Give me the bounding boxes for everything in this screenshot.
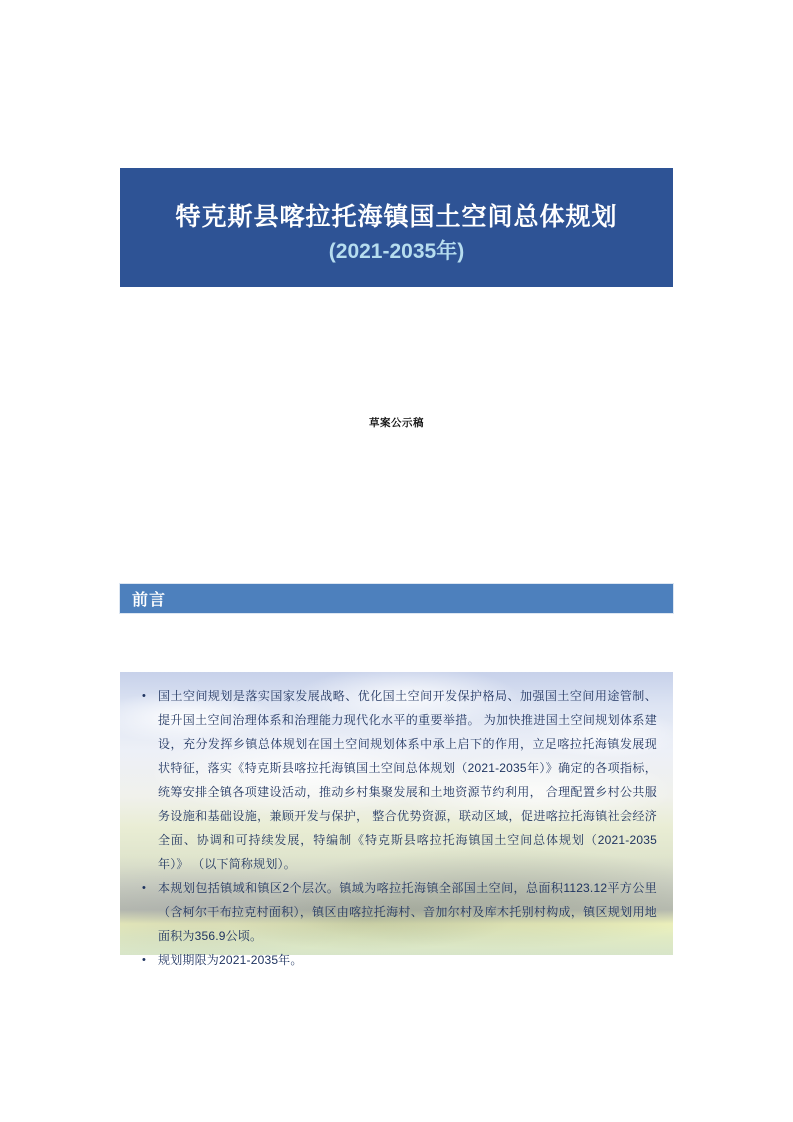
preface-content-box [120,672,673,967]
preface-section-bar [120,584,673,613]
preface-bullet-list [120,672,673,972]
preface-heading: 前言 [132,592,167,609]
draft-notice-label: 草案公示稿 [369,417,424,429]
preface-bullet-2: • 本规划包括镇域和镇区2个层次。镇域为喀拉托海镇全部国土空间，总面积1123.12平方公里（含柯尔干布拉克村面积），镇区由喀拉托海村、音加尔村及库木托别村构成，镇区规划用地面积为356.9公顷。 [158,876,657,948]
title-banner [120,168,673,287]
document-subtitle-years: (2021-2035年) [328,239,465,263]
document-title: 特克斯县喀拉托海镇国土空间总体规划 [175,202,618,231]
preface-bullet-1: • 国土空间规划是落实国家发展战略、优化国土空间开发保护格局、加强国土空间用途管制、 提升国土空间治理体系和治理能力现代化水平的重要举措。 为加快推进国土空间规划体系建设，充分发挥乡镇总体规划在国土空间规划体系中承上启下的作用，立足喀拉托海镇发展现状特征，落实《特克斯县喀拉托海镇国土空间总体规划（2021-2035年）》确定的各项指标，统筹安排全镇各项建设活动，推动乡村集聚发展和土地资源节约利用， 合理配置乡村公共服务设施和基础设施，兼顾开发与保护， 整合优势资源，联动区域，促进喀拉托海镇社会经济全面、协调和可持续发展，特编制《特克斯县喀拉托海镇国土空间总体规划（2021-2035年）》 （以下简称规划）。 [158,684,657,876]
preface-bullet-3: • 规划期限为2021-2035年。 [158,948,657,972]
